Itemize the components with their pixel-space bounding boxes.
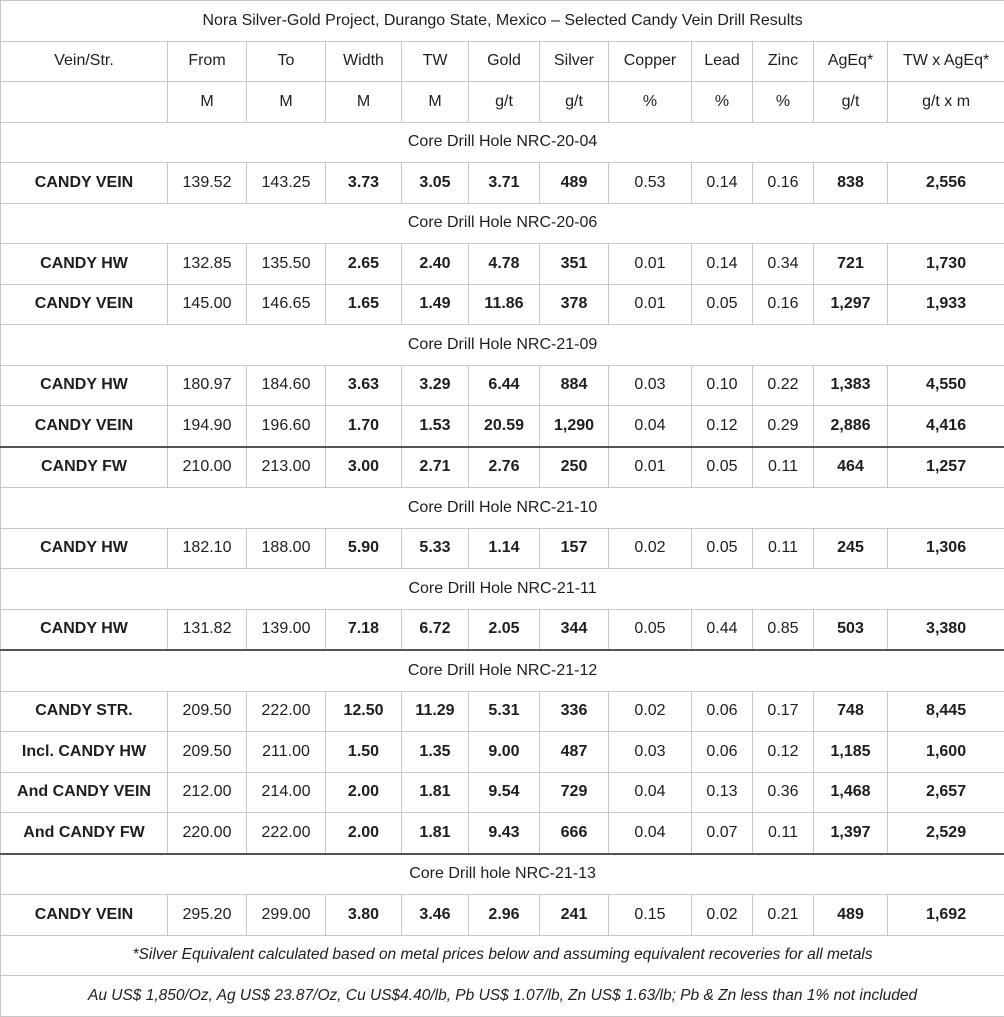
cell-twageq: 1,692 — [888, 895, 1004, 936]
cell-zinc: 0.16 — [753, 163, 814, 204]
cell-tw: 1.53 — [402, 406, 469, 447]
cell-silver: 666 — [540, 813, 609, 854]
table-row — [1, 813, 1004, 854]
cell-tw: 2.71 — [402, 447, 469, 488]
cell-silver: 487 — [540, 732, 609, 773]
column-header-row — [1, 41, 1004, 82]
unit-cell: M — [402, 82, 469, 123]
cell-tw: 3.29 — [402, 365, 469, 406]
cell-tw: 3.05 — [402, 163, 469, 204]
cell-ageq: 2,886 — [814, 406, 888, 447]
cell-lead: 0.44 — [692, 609, 753, 650]
cell-lead: 0.14 — [692, 244, 753, 285]
column-header-tw: TW — [402, 41, 469, 82]
cell-silver: 336 — [540, 691, 609, 732]
cell-zinc: 0.34 — [753, 244, 814, 285]
cell-silver: 378 — [540, 284, 609, 325]
cell-twageq: 2,556 — [888, 163, 1004, 204]
column-header-zinc: Zinc — [753, 41, 814, 82]
cell-ageq: 1,397 — [814, 813, 888, 854]
table-row — [1, 284, 1004, 325]
unit-cell — [1, 82, 168, 123]
cell-from: 139.52 — [168, 163, 247, 204]
cell-gold: 9.43 — [469, 813, 540, 854]
cell-copper: 0.04 — [609, 406, 692, 447]
cell-vein: CANDY HW — [1, 528, 168, 569]
hole-section-row — [1, 569, 1004, 610]
cell-copper: 0.15 — [609, 895, 692, 936]
cell-ageq: 838 — [814, 163, 888, 204]
cell-copper: 0.03 — [609, 365, 692, 406]
column-header-gold: Gold — [469, 41, 540, 82]
cell-from: 209.50 — [168, 732, 247, 773]
cell-vein: CANDY VEIN — [1, 895, 168, 936]
cell-to: 211.00 — [247, 732, 326, 773]
cell-width: 2.00 — [326, 813, 402, 854]
cell-ageq: 721 — [814, 244, 888, 285]
cell-ageq: 489 — [814, 895, 888, 936]
cell-width: 1.65 — [326, 284, 402, 325]
cell-twageq: 1,306 — [888, 528, 1004, 569]
cell-twageq: 2,657 — [888, 772, 1004, 813]
hole-section-title: Core Drill Hole NRC-20-04 — [1, 122, 1004, 163]
cell-copper: 0.01 — [609, 244, 692, 285]
cell-ageq: 1,297 — [814, 284, 888, 325]
units-row — [1, 82, 1004, 123]
cell-to: 135.50 — [247, 244, 326, 285]
cell-to: 188.00 — [247, 528, 326, 569]
cell-to: 146.65 — [247, 284, 326, 325]
cell-from: 210.00 — [168, 447, 247, 488]
cell-from: 295.20 — [168, 895, 247, 936]
cell-to: 213.00 — [247, 447, 326, 488]
cell-zinc: 0.17 — [753, 691, 814, 732]
cell-gold: 3.71 — [469, 163, 540, 204]
cell-to: 214.00 — [247, 772, 326, 813]
cell-lead: 0.06 — [692, 691, 753, 732]
unit-cell: g/t — [540, 82, 609, 123]
cell-silver: 241 — [540, 895, 609, 936]
table-row — [1, 365, 1004, 406]
cell-to: 196.60 — [247, 406, 326, 447]
cell-zinc: 0.21 — [753, 895, 814, 936]
cell-ageq: 245 — [814, 528, 888, 569]
cell-twageq: 4,550 — [888, 365, 1004, 406]
cell-zinc: 0.29 — [753, 406, 814, 447]
cell-to: 222.00 — [247, 691, 326, 732]
cell-ageq: 464 — [814, 447, 888, 488]
cell-twageq: 4,416 — [888, 406, 1004, 447]
cell-lead: 0.07 — [692, 813, 753, 854]
cell-lead: 0.14 — [692, 163, 753, 204]
cell-tw: 6.72 — [402, 609, 469, 650]
cell-zinc: 0.22 — [753, 365, 814, 406]
cell-tw: 11.29 — [402, 691, 469, 732]
column-header-width: Width — [326, 41, 402, 82]
cell-ageq: 1,383 — [814, 365, 888, 406]
cell-width: 3.80 — [326, 895, 402, 936]
cell-silver: 1,290 — [540, 406, 609, 447]
hole-section-row — [1, 203, 1004, 244]
cell-gold: 9.00 — [469, 732, 540, 773]
unit-cell: M — [168, 82, 247, 123]
column-header-ageq: AgEq* — [814, 41, 888, 82]
cell-width: 3.00 — [326, 447, 402, 488]
cell-twageq: 8,445 — [888, 691, 1004, 732]
cell-gold: 5.31 — [469, 691, 540, 732]
cell-vein: And CANDY VEIN — [1, 772, 168, 813]
cell-zinc: 0.11 — [753, 447, 814, 488]
table-row — [1, 895, 1004, 936]
cell-tw: 3.46 — [402, 895, 469, 936]
footnote-metal-prices: Au US$ 1,850/Oz, Ag US$ 23.87/Oz, Cu US$4.40/lb, Pb US$ 1.07/lb, Zn US$ 1.63/lb; Pb & Zn less than 1% not included — [1, 976, 1004, 1017]
cell-copper: 0.03 — [609, 732, 692, 773]
cell-gold: 2.76 — [469, 447, 540, 488]
cell-lead: 0.02 — [692, 895, 753, 936]
unit-cell: % — [753, 82, 814, 123]
cell-from: 131.82 — [168, 609, 247, 650]
cell-tw: 2.40 — [402, 244, 469, 285]
cell-silver: 250 — [540, 447, 609, 488]
cell-tw: 1.49 — [402, 284, 469, 325]
cell-vein: And CANDY FW — [1, 813, 168, 854]
table-row — [1, 163, 1004, 204]
cell-vein: CANDY VEIN — [1, 406, 168, 447]
cell-silver: 729 — [540, 772, 609, 813]
cell-lead: 0.10 — [692, 365, 753, 406]
cell-vein: CANDY HW — [1, 365, 168, 406]
cell-gold: 20.59 — [469, 406, 540, 447]
cell-twageq: 1,730 — [888, 244, 1004, 285]
cell-to: 222.00 — [247, 813, 326, 854]
cell-width: 12.50 — [326, 691, 402, 732]
column-header-silver: Silver — [540, 41, 609, 82]
unit-cell: g/t x m — [888, 82, 1004, 123]
cell-gold: 9.54 — [469, 772, 540, 813]
table-row — [1, 447, 1004, 488]
cell-twageq: 1,933 — [888, 284, 1004, 325]
unit-cell: % — [692, 82, 753, 123]
cell-gold: 1.14 — [469, 528, 540, 569]
cell-copper: 0.02 — [609, 691, 692, 732]
cell-copper: 0.04 — [609, 772, 692, 813]
hole-section-row — [1, 122, 1004, 163]
cell-gold: 2.05 — [469, 609, 540, 650]
cell-width: 3.63 — [326, 365, 402, 406]
column-header-to: To — [247, 41, 326, 82]
hole-section-title: Core Drill Hole NRC-21-12 — [1, 650, 1004, 691]
cell-width: 1.70 — [326, 406, 402, 447]
column-header-lead: Lead — [692, 41, 753, 82]
cell-gold: 2.96 — [469, 895, 540, 936]
cell-from: 180.97 — [168, 365, 247, 406]
cell-copper: 0.53 — [609, 163, 692, 204]
cell-width: 2.65 — [326, 244, 402, 285]
cell-twageq: 1,257 — [888, 447, 1004, 488]
cell-zinc: 0.85 — [753, 609, 814, 650]
cell-zinc: 0.12 — [753, 732, 814, 773]
cell-vein: CANDY HW — [1, 609, 168, 650]
cell-lead: 0.13 — [692, 772, 753, 813]
cell-silver: 884 — [540, 365, 609, 406]
table-row — [1, 244, 1004, 285]
table-row — [1, 609, 1004, 650]
cell-vein: CANDY STR. — [1, 691, 168, 732]
cell-copper: 0.04 — [609, 813, 692, 854]
cell-from: 194.90 — [168, 406, 247, 447]
cell-copper: 0.01 — [609, 284, 692, 325]
cell-width: 5.90 — [326, 528, 402, 569]
cell-to: 299.00 — [247, 895, 326, 936]
hole-section-row — [1, 325, 1004, 366]
cell-gold: 4.78 — [469, 244, 540, 285]
cell-gold: 6.44 — [469, 365, 540, 406]
cell-ageq: 1,185 — [814, 732, 888, 773]
cell-vein: CANDY HW — [1, 244, 168, 285]
cell-from: 182.10 — [168, 528, 247, 569]
cell-from: 220.00 — [168, 813, 247, 854]
unit-cell: g/t — [814, 82, 888, 123]
column-header-tw-ageq: TW x AgEq* — [888, 41, 1004, 82]
column-header-vein: Vein/Str. — [1, 41, 168, 82]
cell-lead: 0.06 — [692, 732, 753, 773]
cell-tw: 5.33 — [402, 528, 469, 569]
cell-lead: 0.05 — [692, 284, 753, 325]
hole-section-row — [1, 650, 1004, 691]
hole-section-title: Core Drill Hole NRC-20-06 — [1, 203, 1004, 244]
cell-to: 143.25 — [247, 163, 326, 204]
cell-from: 132.85 — [168, 244, 247, 285]
cell-tw: 1.81 — [402, 813, 469, 854]
cell-copper: 0.02 — [609, 528, 692, 569]
cell-gold: 11.86 — [469, 284, 540, 325]
hole-section-title: Core Drill Hole NRC-21-10 — [1, 488, 1004, 529]
cell-lead: 0.05 — [692, 528, 753, 569]
cell-vein: Incl. CANDY HW — [1, 732, 168, 773]
cell-width: 1.50 — [326, 732, 402, 773]
cell-vein: CANDY FW — [1, 447, 168, 488]
cell-twageq: 3,380 — [888, 609, 1004, 650]
cell-from: 209.50 — [168, 691, 247, 732]
footnote-silver-equivalent: *Silver Equivalent calculated based on metal prices below and assuming equivalent recoveries for all metals — [1, 935, 1004, 976]
table-row — [1, 691, 1004, 732]
table-row — [1, 732, 1004, 773]
hole-section-row — [1, 488, 1004, 529]
cell-lead: 0.12 — [692, 406, 753, 447]
cell-width: 2.00 — [326, 772, 402, 813]
cell-vein: CANDY VEIN — [1, 284, 168, 325]
cell-to: 139.00 — [247, 609, 326, 650]
cell-lead: 0.05 — [692, 447, 753, 488]
cell-copper: 0.01 — [609, 447, 692, 488]
table-title: Nora Silver-Gold Project, Durango State, Mexico – Selected Candy Vein Drill Results — [1, 1, 1004, 42]
cell-tw: 1.81 — [402, 772, 469, 813]
cell-from: 145.00 — [168, 284, 247, 325]
hole-section-title: Core Drill Hole NRC-21-11 — [1, 569, 1004, 610]
cell-copper: 0.05 — [609, 609, 692, 650]
cell-silver: 344 — [540, 609, 609, 650]
cell-zinc: 0.11 — [753, 813, 814, 854]
cell-tw: 1.35 — [402, 732, 469, 773]
cell-twageq: 2,529 — [888, 813, 1004, 854]
table-row — [1, 528, 1004, 569]
cell-silver: 489 — [540, 163, 609, 204]
cell-twageq: 1,600 — [888, 732, 1004, 773]
cell-zinc: 0.11 — [753, 528, 814, 569]
cell-from: 212.00 — [168, 772, 247, 813]
cell-ageq: 1,468 — [814, 772, 888, 813]
cell-ageq: 503 — [814, 609, 888, 650]
table-row — [1, 772, 1004, 813]
column-header-from: From — [168, 41, 247, 82]
drill-holes-body — [1, 122, 1004, 935]
cell-ageq: 748 — [814, 691, 888, 732]
unit-cell: g/t — [469, 82, 540, 123]
table-row — [1, 406, 1004, 447]
cell-width: 7.18 — [326, 609, 402, 650]
cell-zinc: 0.36 — [753, 772, 814, 813]
cell-vein: CANDY VEIN — [1, 163, 168, 204]
unit-cell: M — [326, 82, 402, 123]
hole-section-title: Core Drill hole NRC-21-13 — [1, 854, 1004, 895]
hole-section-title: Core Drill Hole NRC-21-09 — [1, 325, 1004, 366]
cell-zinc: 0.16 — [753, 284, 814, 325]
unit-cell: M — [247, 82, 326, 123]
column-header-copper: Copper — [609, 41, 692, 82]
hole-section-row — [1, 854, 1004, 895]
unit-cell: % — [609, 82, 692, 123]
cell-width: 3.73 — [326, 163, 402, 204]
cell-to: 184.60 — [247, 365, 326, 406]
cell-silver: 157 — [540, 528, 609, 569]
cell-silver: 351 — [540, 244, 609, 285]
